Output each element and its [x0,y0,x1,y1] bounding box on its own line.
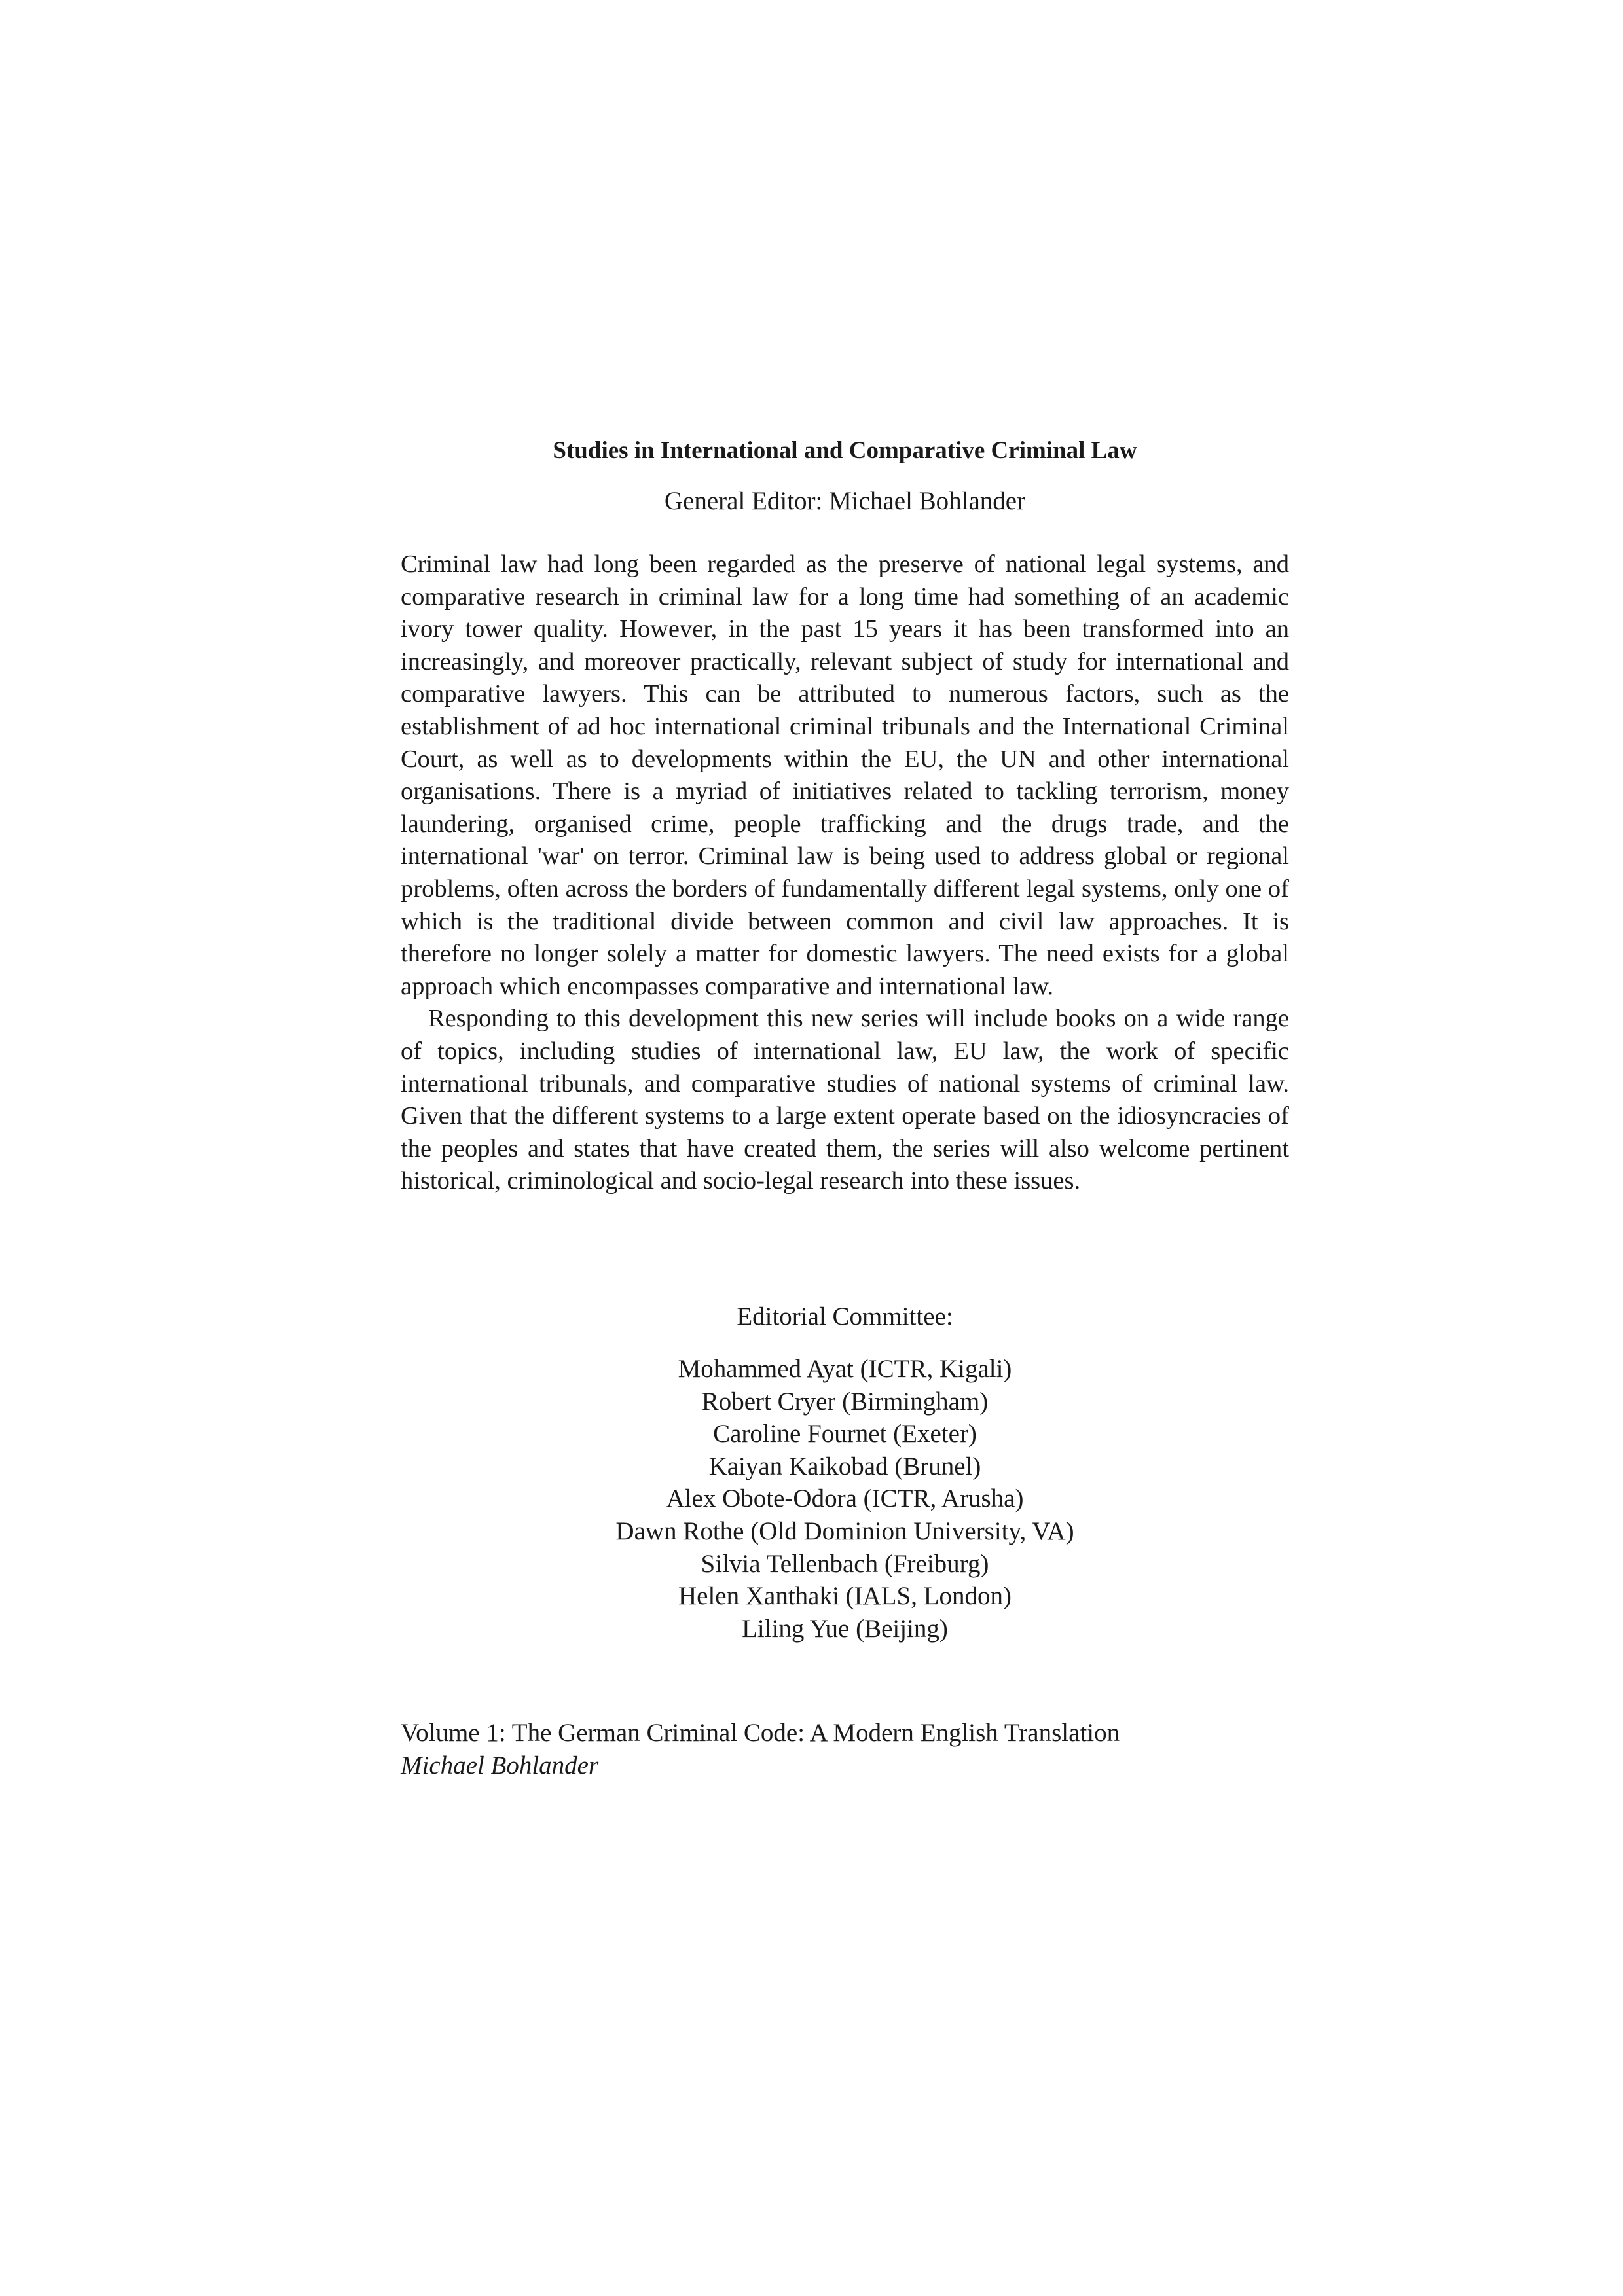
general-editor: General Editor: Michael Bohlander [664,487,1026,515]
description-paragraph: Responding to this development this new series will include books on a wide range of topics, including studies of international law, EU law, the work of specific international tribunals, and comparative studies of national systems of criminal law. Given that the different systems to a large extent operate based on the idiosyncracies of the peoples and states that have created them, the series will also welcome pertinent historical, criminological and socio-legal research into these issues. [401,1005,1289,1195]
description-paragraph: Criminal law had long been regarded as the preserve of national legal systems, and comparative research in criminal law for a long time had something of an academic ivory tower quality. However, in the past 15 years it has been transformed into an increasingly, and moreover practically, relevant subject of study for international and comparative lawyers. This can be attributed to numerous factors, such as the establishment of ad hoc international criminal tribunals and the International Criminal Court, as well as to developments within the EU, the UN and other international organisations. There is a myriad of initiatives related to tackling terrorism, money laundering, organised crime, people trafficking and the drugs trade, and the international 'war' on terror. Criminal law is being used to address global or regional problems, often across the borders of fundamentally different legal systems, only one of which is the traditional divide between common and civil law approaches. It is therefore no longer solely a matter for domestic lawyers. The need exists for a global approach which encompasses comparative and international law. [401,550,1289,1000]
committee-member: Alex Obote-Odora (ICTR, Arusha) [666,1484,1024,1513]
volume-author: Michael Bohlander [401,1751,599,1780]
committee-member: Mohammed Ayat (ICTR, Kigali) [678,1355,1012,1383]
committee-member: Kaiyan Kaikobad (Brunel) [708,1452,981,1480]
committee-member: Helen Xanthaki (IALS, London) [678,1582,1012,1611]
committee-member: Robert Cryer (Birmingham) [701,1387,989,1416]
volume-title: Volume 1: The German Criminal Code: A Modern English Translation [401,1719,1120,1747]
committee-member: Dawn Rothe (Old Dominion University, VA) [615,1516,1074,1545]
series-title: Studies in International and Comparative Criminal Law [553,437,1137,464]
series-description [401,548,1289,1198]
committee-member: Liling Yue (Beijing) [742,1614,948,1643]
editorial-committee-list [401,1353,1289,1645]
committee-member: Silvia Tellenbach (Freiburg) [701,1549,989,1578]
committee-member: Caroline Fournet (Exeter) [713,1420,977,1448]
editorial-committee-heading: Editorial Committee: [737,1302,953,1331]
volume-entry [401,1717,1289,1782]
